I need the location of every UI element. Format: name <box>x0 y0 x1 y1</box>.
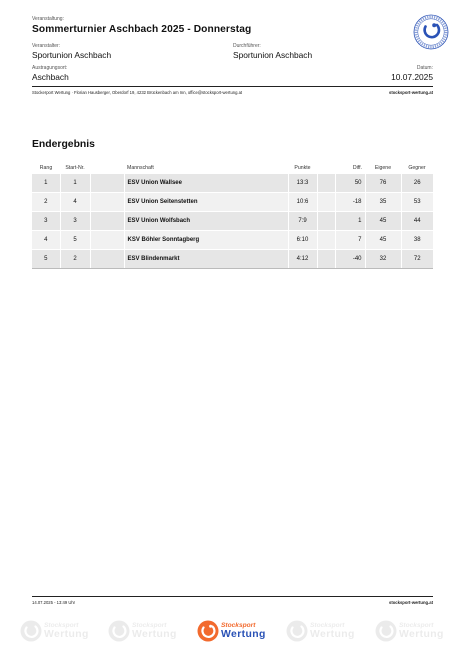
website-link[interactable]: stocksport-wertung.at <box>389 90 433 95</box>
logo-watermark <box>375 616 455 646</box>
event-title: Sommerturnier Aschbach 2025 - Donnerstag <box>32 24 252 35</box>
logo-strip <box>0 616 465 646</box>
spacer-cell <box>90 174 124 193</box>
logo-watermark <box>286 616 366 646</box>
logo-word-bottom: Wertung <box>221 629 266 640</box>
rank-cell: 4 <box>32 231 60 250</box>
logo-word-bottom: Wertung <box>44 629 89 640</box>
opponent-cell: 44 <box>401 212 433 231</box>
opponent-cell: 26 <box>401 174 433 193</box>
rank-cell: 2 <box>32 193 60 212</box>
logo-watermark <box>108 616 188 646</box>
team-cell: ESV Union Wolfsbach <box>124 212 288 231</box>
executor-label: Durchführer: <box>233 43 261 49</box>
spacer-cell <box>90 193 124 212</box>
points-cell: 6:10 <box>288 231 317 250</box>
logo-word-top: Stocksport <box>310 622 345 629</box>
footer-divider <box>32 596 433 597</box>
spacer-cell <box>317 174 335 193</box>
col-header-team: Mannschaft <box>127 164 154 171</box>
stocksport-wertung-logo-icon <box>20 620 42 642</box>
points-cell: 7:9 <box>288 212 317 231</box>
footer-website-link[interactable]: stocksport-wertung.at <box>389 600 433 605</box>
team-cell: ESV Union Wallsee <box>124 174 288 193</box>
points-cell: 10:6 <box>288 193 317 212</box>
points-cell: 13:3 <box>288 174 317 193</box>
logo-word-top: Stocksport <box>44 622 79 629</box>
spacer-cell <box>317 212 335 231</box>
contact-line: Stockerport Wertung · Florian Hausberger, Oberdorf 19, 4232 Brückenbach am Inn, office@stocksport-wertung.at <box>32 90 243 95</box>
own-cell: 45 <box>365 231 401 250</box>
diff-cell: 1 <box>335 212 365 231</box>
spacer-cell <box>317 250 335 269</box>
team-cell: ESV Union Seitenstetten <box>124 193 288 212</box>
table-row <box>32 212 433 231</box>
logo-word-top: Stocksport <box>399 622 434 629</box>
start-no-cell: 4 <box>60 193 90 212</box>
diff-cell: 50 <box>335 174 365 193</box>
logo-main <box>197 616 277 646</box>
table-header-row <box>32 161 433 174</box>
col-header-spacer <box>317 161 335 174</box>
stocksport-wertung-logo-icon <box>108 620 130 642</box>
own-cell: 35 <box>365 193 401 212</box>
own-cell: 76 <box>365 174 401 193</box>
diff-cell: -40 <box>335 250 365 269</box>
date-label: Datum: <box>416 65 433 71</box>
stocksport-wertung-logo-icon <box>375 620 397 642</box>
start-no-cell: 5 <box>60 231 90 250</box>
rank-cell: 5 <box>32 250 60 269</box>
col-header-opponent: Gegner <box>408 164 426 171</box>
team-cell: KSV Böhler Sonntagberg <box>124 231 288 250</box>
own-cell: 45 <box>365 212 401 231</box>
stocksport-wertung-logo-icon <box>286 620 308 642</box>
table-row <box>32 231 433 250</box>
results-table <box>32 161 433 269</box>
points-cell: 4:12 <box>288 250 317 269</box>
col-header-diff: Diff. <box>352 164 362 171</box>
col-header-start-no: Start-Nr. <box>65 164 85 171</box>
start-no-cell: 2 <box>60 250 90 269</box>
logo-word-top: Stocksport <box>221 622 256 629</box>
logo-word-bottom: Wertung <box>310 629 355 640</box>
rank-cell: 3 <box>32 212 60 231</box>
start-no-cell: 1 <box>60 174 90 193</box>
section-title: Endergebnis <box>32 139 95 150</box>
diff-cell: 7 <box>335 231 365 250</box>
header-divider <box>32 86 433 87</box>
col-header-points: Punkte <box>294 164 311 171</box>
diff-cell: -18 <box>335 193 365 212</box>
spacer-cell <box>90 231 124 250</box>
organizer-value: Sportunion Aschbach <box>32 50 112 60</box>
logo-watermark <box>20 616 100 646</box>
table-row <box>32 174 433 193</box>
logo-word-top: Stocksport <box>132 622 167 629</box>
stocksport-wertung-logo-icon <box>197 620 219 642</box>
logo-word-bottom: Wertung <box>399 629 444 640</box>
opponent-cell: 38 <box>401 231 433 250</box>
executor-value: Sportunion Aschbach <box>233 50 313 60</box>
event-label: Veranstaltung: <box>32 16 64 22</box>
venue-label: Austragungsort: <box>32 65 68 71</box>
organizer-label: Veranstalter: <box>32 43 61 49</box>
own-cell: 32 <box>365 250 401 269</box>
spacer-cell <box>317 231 335 250</box>
opponent-cell: 53 <box>401 193 433 212</box>
col-header-rank: Rang <box>39 164 53 171</box>
date-value: 10.07.2025 <box>391 72 433 82</box>
print-timestamp: 14.07.2025 - 13:49 Uhr <box>32 600 76 605</box>
start-no-cell: 3 <box>60 212 90 231</box>
table-row <box>32 193 433 212</box>
logo-word-bottom: Wertung <box>132 629 177 640</box>
team-cell: ESV Blindenmarkt <box>124 250 288 269</box>
table-row <box>32 250 433 269</box>
spacer-cell <box>90 250 124 269</box>
spacer-cell <box>317 193 335 212</box>
col-header-spacer <box>90 161 124 174</box>
rank-cell: 1 <box>32 174 60 193</box>
spacer-cell <box>90 212 124 231</box>
opponent-cell: 72 <box>401 250 433 269</box>
col-header-own: Eigene <box>374 164 392 171</box>
stocksport-wertung-seal-icon <box>413 14 449 50</box>
venue-value: Aschbach <box>32 72 69 82</box>
